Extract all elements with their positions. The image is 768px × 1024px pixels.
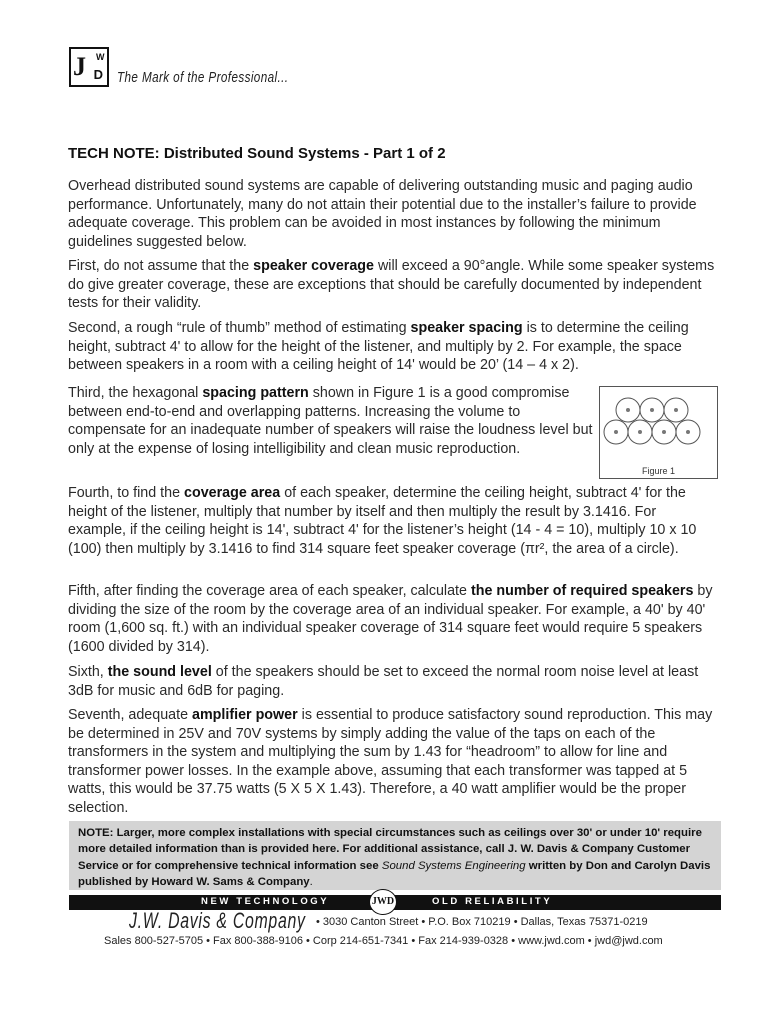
figure-1-hexagonal-pattern [599, 386, 718, 479]
company-name: J.W. Davis & Company [129, 908, 306, 933]
paragraph-amplifier-power: Seventh, adequate amplifier power is essential to produce satisfactory sound reproduction. This may be determined in 25V and 70V systems by simply adding the value of the taps on each of the transformers in the system and multiplying the sum by 1.43 for “headroom” to allow for line and transformer power losses. In the example above, assuming that each transformer was tapped at 5 watts, this would be 37.75 watts (5 X 5 X 1.43). Therefore, a 40 watt amplifier would be the proper selection. [68, 707, 713, 816]
term-amplifier-power: amplifier power [192, 707, 298, 723]
tagline: The Mark of the Professional... [117, 69, 289, 86]
paragraph-spacing-pattern: Third, the hexagonal spacing pattern shown in Figure 1 is a good compromise between end-to-end and overlapping patterns. Increasing the volume to compensate for an inadequate number of speakers will raise the loudness level but only at the expense of losing intelligibility and clean music reproduction. [68, 385, 593, 457]
paragraph-intro: Overhead distributed sound systems are capable of delivering outstanding music and paging audio performance. Unfortunately, many do not attain their potential due to the installer’s failure to provide adequate coverage. This problem can be avoided in most instances by following the minimum guidelines suggested below. [68, 178, 697, 250]
note-box: NOTE: Larger, more complex installations with special circumstances such as ceilings over 30' or under 10' require more detailed information than is provided here. For additional assistance, call J. W. Davis & Company Customer Service or for comprehensive technical information see Sound Systems Engineering written by Don and Carolyn Davis published by Howard W. Sams & Company. [69, 821, 721, 890]
book-title: Sound Systems Engineering [381, 859, 526, 872]
company-address: • 3030 Canton Street • P.O. Box 710219 • Dallas, Texas 75371-0219 [316, 916, 648, 928]
term-sound-level: the sound level [107, 664, 212, 680]
paragraph-speaker-spacing: Second, a rough “rule of thumb” method of estimating speaker spacing is to determine the ceiling height, subtract 4' to allow for the height of the listener, and multiply by 2. For example, the space between speakers in a room with a ceiling height of 14' would be 20’ (14 – 4 x 2). [68, 320, 689, 374]
speaker-pattern-diagram [600, 387, 717, 467]
paragraph-required-speakers: Fifth, after finding the coverage area of each speaker, calculate the number of required speakers by dividing the size of the room by the coverage area of an individual speaker. For example, a 40' by 40' room (1,600 sq. ft.) with an individual speaker coverage of 314 square feet would require 5 speakers (1600 divided by 314). [68, 583, 713, 655]
paragraph-sound-level: Sixth, the sound level of the speakers should be set to exceed the normal room noise level at least 3dB for music and 6dB for paging. [68, 664, 699, 699]
company-contacts: Sales 800-527-5705 • Fax 800-388-9106 • Corp 214-651-7341 • Fax 214-939-0328 • www.jwd.com • jwd@jwd.com [104, 935, 663, 947]
page-title: TECH NOTE: Distributed Sound Systems - Part 1 of 2 [68, 145, 446, 162]
company-logo: J W D [69, 47, 109, 87]
paragraph-speaker-coverage: First, do not assume that the speaker coverage will exceed a 90°angle. While some speaker systems do give greater coverage, these are exceptions that should be carefully documented by independent tests for their validity. [68, 258, 715, 312]
bar-right-text: OLD RELIABILITY [432, 896, 553, 907]
paragraph-coverage-area: Fourth, to find the coverage area of each speaker, determine the ceiling height, subtract 4' for the height of the listener, multiply that number by itself and then multiply the result by 3.1416. For example, if the ceiling height is 14', subtract 4' for the listener’s height (14 - 4 = 10), multiply 10 x 10 (100) then multiply by 3.1416 to find 314 square feet speaker coverage (πr², the area of a circle). [68, 485, 697, 557]
term-coverage-area: coverage area [184, 485, 281, 501]
term-spacing-pattern: spacing pattern [202, 385, 309, 401]
term-speaker-spacing: speaker spacing [410, 320, 523, 336]
bar-left-text: NEW TECHNOLOGY [201, 896, 330, 907]
figure-caption: Figure 1 [641, 466, 676, 476]
term-required-speakers: the number of required speakers [470, 583, 694, 599]
footer-logo: JWD [369, 889, 397, 915]
term-speaker-coverage: speaker coverage [253, 258, 374, 274]
